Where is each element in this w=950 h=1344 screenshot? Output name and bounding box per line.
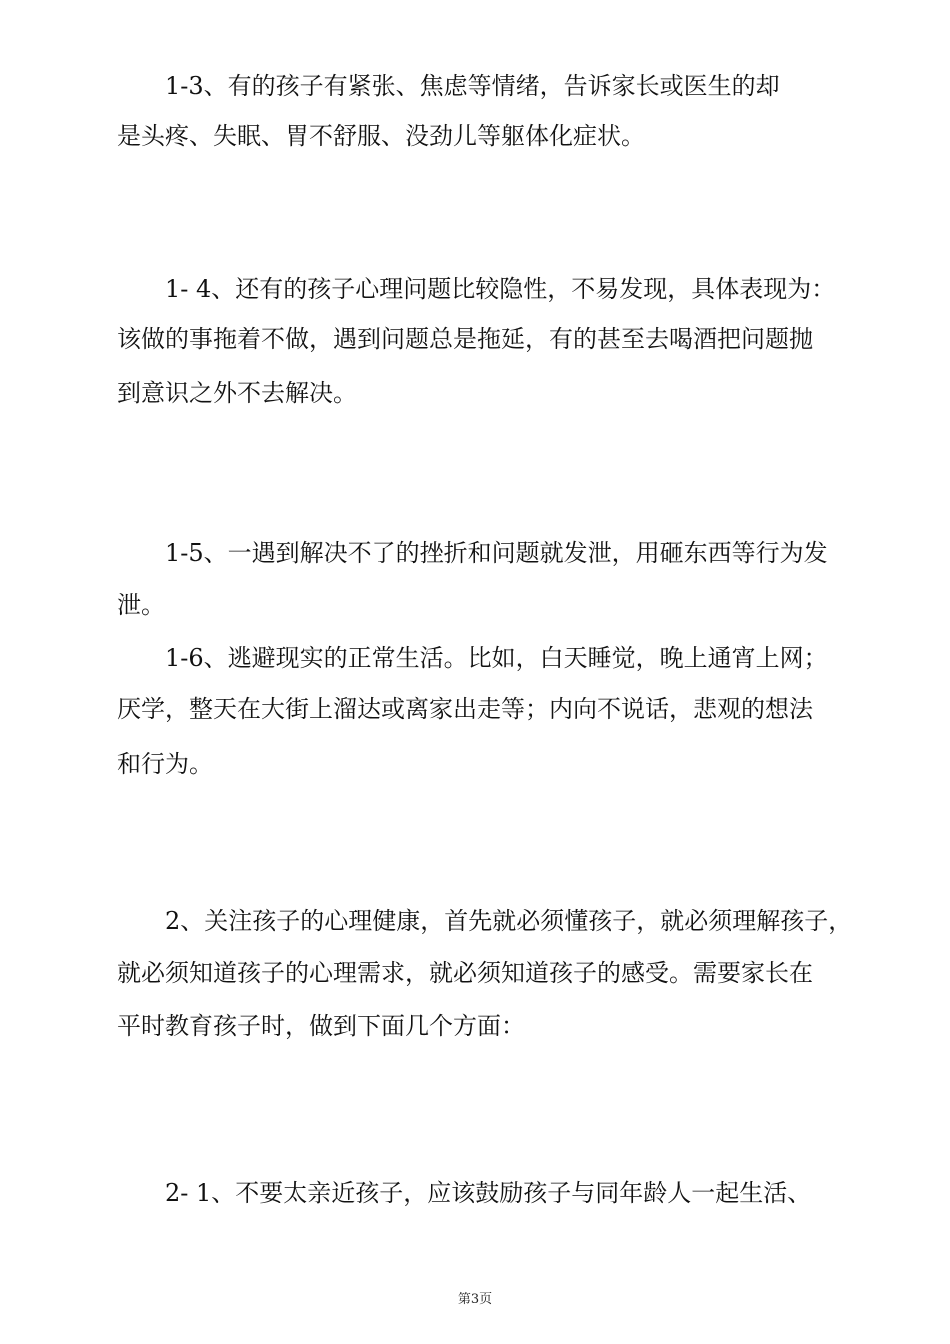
paragraph-2-line-2: 就必须知道孩子的心理需求，就必须知道孩子的感受。需要家长在	[117, 959, 813, 987]
paragraph-1-6-line-3: 和行为。	[117, 750, 213, 778]
paragraph-2-line-1: 2、关注孩子的心理健康，首先就必须懂孩子，就必须理解孩子，	[165, 907, 853, 935]
paragraph-1-5-line-1: 1-5、一遇到解决不了的挫折和问题就发泄，用砸东西等行为发	[165, 539, 828, 567]
paragraph-1-5-line-2: 泄。	[117, 591, 165, 619]
paragraph-1-4-line-2: 该做的事拖着不做，遇到问题总是拖延，有的甚至去喝酒把问题抛	[117, 325, 813, 353]
paragraph-1-3-line-1: 1-3、有的孩子有紧张、焦虑等情绪，告诉家长或医生的却	[165, 72, 780, 100]
paragraph-1-3-line-2: 是头疼、失眠、胃不舒服、没劲儿等躯体化症状。	[117, 122, 645, 150]
paragraph-1-6-line-1: 1-6、逃避现实的正常生活。比如，白天睡觉，晚上通宵上网；	[165, 644, 828, 672]
paragraph-2-1-line-1: 2- 1、不要太亲近孩子，应该鼓励孩子与同年龄人一起生活、	[165, 1179, 812, 1207]
page-number: 第3页	[457, 1292, 493, 1307]
paragraph-1-6-line-2: 厌学，整天在大街上溜达或离家出走等；内向不说话，悲观的想法	[117, 695, 813, 723]
paragraph-2-line-3: 平时教育孩子时，做到下面几个方面：	[117, 1012, 525, 1040]
paragraph-1-4-line-3: 到意识之外不去解决。	[117, 379, 357, 407]
paragraph-1-4-line-1: 1- 4、还有的孩子心理问题比较隐性，不易发现，具体表现为：	[165, 275, 836, 303]
